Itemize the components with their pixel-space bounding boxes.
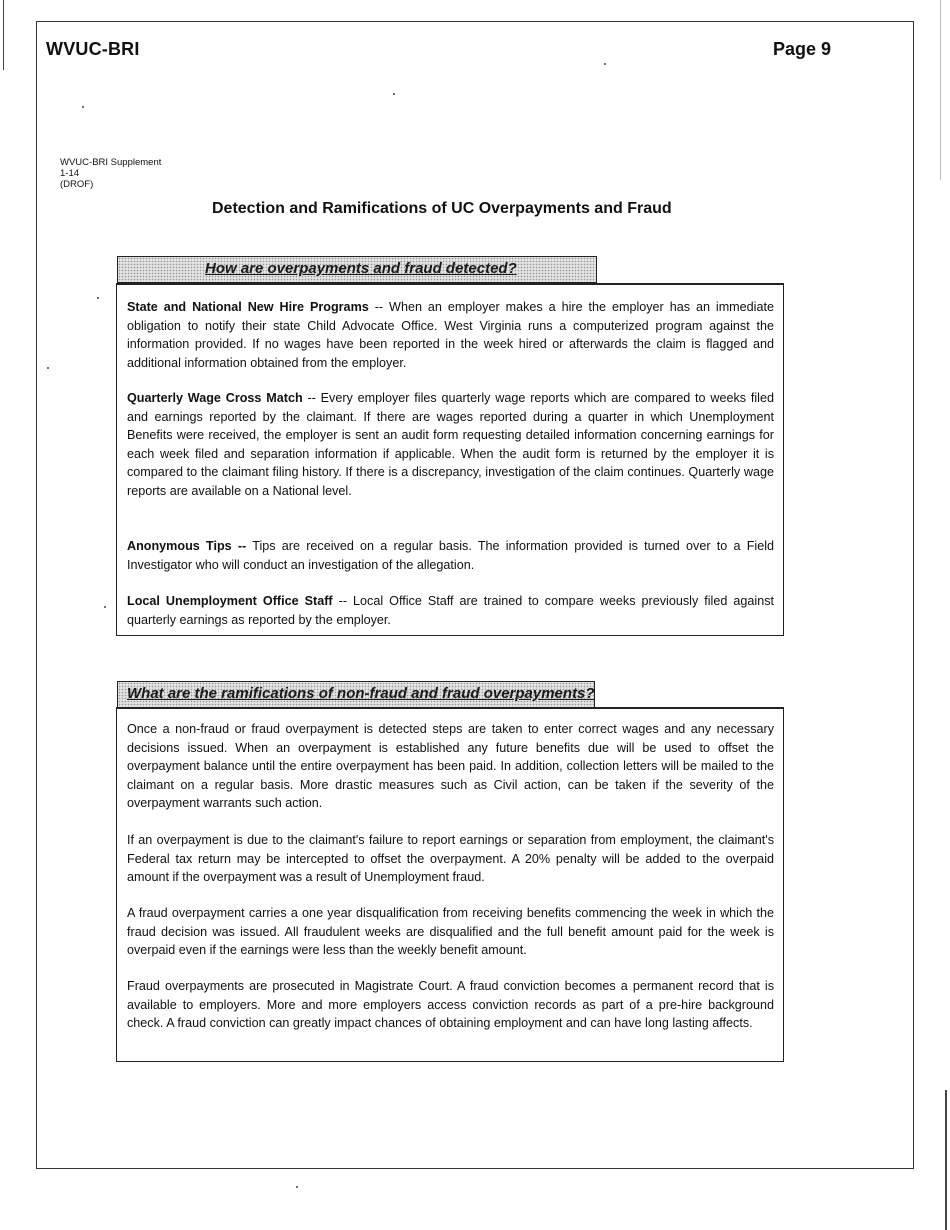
scan-edge-left: [3, 0, 4, 70]
paragraph: If an overpayment is due to the claimant's failure to report earnings or separation from employment, the claimant's Federal tax return may be intercepted to offset the overpayment. A 20% penalty will be added to the overpaid amount if the overpayment was a result of Unemployment fraud.: [127, 833, 774, 884]
supplement-number: 1-14: [60, 168, 80, 179]
scan-speck: [47, 367, 49, 369]
scan-speck: [604, 63, 606, 65]
paragraph: Once a non-fraud or fraud overpayment is detected steps are taken to enter correct wages and any necessary decisions issued. When an overpayment is established any future benefits due will be used to offset the overpayment balance until the entire overpayment has been paid. In addition, collection letters will be mailed to the claimant on a regular basis. More drastic measures such as Civil action, can be taken if the severity of the overpayment warrants such action.: [127, 722, 774, 810]
scan-speck: [393, 93, 395, 95]
paragraph-text: -- Every employer files quarterly wage reports which are compared to weeks filed and earnings reported by the claimant. If there are wages reported during a quarter in which Unemployment Benefits were received, the employer is sent an audit form requesting detailed information concerning earnings for each week filed and separation information if applicable. When the audit form is returned by the employer it is compared to the claimant filing history. If there is a discrepancy, investigation of the claim continues. Quarterly wage reports are available on a National level.: [127, 391, 774, 498]
paragraph: A fraud overpayment carries a one year disqualification from receiving benefits commencing the week in which the fraud decision was issued. All fraudulent weeks are disqualified and the full benefit amount paid for the week is overpaid even if the earnings were less than the weekly benefit amount.: [127, 906, 774, 957]
paragraph-lead: Local Unemployment Office Staff: [127, 594, 333, 608]
scan-speck: [104, 606, 106, 608]
paragraph-text: Tips are received on a regular basis. The information provided is turned over to a Field Investigator who will conduct an investigation of the allegation.: [127, 539, 775, 572]
paragraph: [127, 298, 774, 372]
scan-speck: [97, 297, 99, 299]
paragraph-text: -- Local Office Staff are trained to compare weeks previously filed against quarterly earnings as reported by the employer.: [127, 594, 774, 627]
paragraph-text: -- When an employer makes a hire the employer has an immediate obligation to notify their state Child Advocate Office. West Virginia runs a computerized program against the information provided. If no wages have been reported in the week hired or afterwards the claim is flagged and additional information obtained from the employer.: [127, 300, 774, 370]
paragraph-lead: Anonymous Tips --: [127, 539, 247, 553]
section-heading-banner: [117, 256, 597, 283]
supplement-code: (DROF): [60, 179, 94, 190]
paragraph: [127, 592, 774, 629]
supplement-reference: [60, 157, 161, 190]
paragraph: [127, 389, 774, 500]
scan-speck: [296, 1186, 298, 1188]
scan-edge-right-top: [940, 0, 941, 180]
document-id-header: WVUC-BRI: [46, 39, 140, 59]
scan-edge-right: [945, 1090, 947, 1230]
paragraph: [127, 537, 774, 574]
paragraph-lead: State and National New Hire Programs: [127, 300, 369, 314]
paragraph: Fraud overpayments are prosecuted in Magistrate Court. A fraud conviction becomes a permanent record that is available to employers. More and more employers access conviction records as part of a pre-hire background check. A fraud conviction can greatly impact chances of obtaining employment and can have long lasting affects.: [127, 979, 774, 1030]
section-heading: How are overpayments and fraud detected?: [205, 260, 517, 277]
section-heading: What are the ramifications of non-fraud and fraud overpayments?: [127, 685, 595, 702]
supplement-name: WVUC-BRI Supplement: [60, 157, 162, 168]
page-number: Page 9: [773, 39, 832, 59]
scan-speck: [82, 106, 84, 108]
section-heading-banner: [117, 681, 595, 708]
paragraph-lead: Quarterly Wage Cross Match: [127, 391, 303, 405]
page-title: Detection and Ramifications of UC Overpayments and Fraud: [212, 200, 672, 217]
